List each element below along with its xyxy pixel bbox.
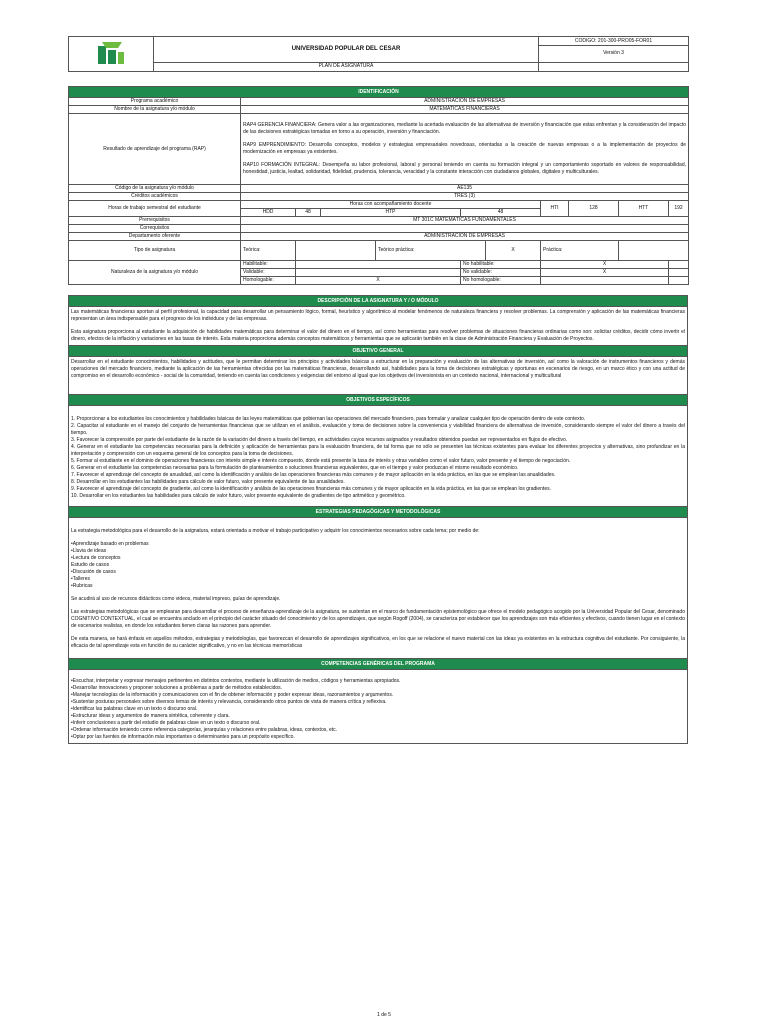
hti-label: HTI [541, 201, 569, 217]
description-text [69, 307, 688, 346]
habilitable-label: Habilitable: [241, 261, 296, 269]
section-objetivo-general: OBJETIVO GENERAL [69, 346, 688, 357]
empty-cell [539, 62, 689, 71]
empty-cell [669, 269, 689, 277]
no-homologable-value [541, 277, 669, 285]
validable-value [296, 269, 461, 277]
paragraph: Las estrategias metodológicas que se emplearan para desarrollar el proceso de enseñanza-aprendizaje de la asignatura, se sustentan en el marco de fundamentación epistemológico que ofrece el modelo pedagógico acogido por la Universidad Popular del Cesar, denominado COGNITIVO CONTEXTUAL, el cual se encuentra anclado en el principio del carácter situado del conocimiento y de los aprendizajes, que según Rogoff (2004), se caracteriza por establecer que los aprendizajes son más eficientes y efectivos, cuando tienen lugar en el contexto de escenarios realistas, en donde los estudiantes tienen claras las razones para aprender. [71, 609, 685, 629]
rap-item: RAP9 EMPRENDIMIENTO: Desarrolla conceptos, modelos y estrategias empresariales novedosas, orientadas a la creación de nuevas empresas o a la implementación de proyectos de modernización en empresas ya existentes. [243, 142, 687, 155]
nombre-value: MATEMATICAS FINANCIERAS [241, 106, 689, 114]
rap-item: RAP4 GERENCIA FINANCIERA: Genera valor a las organizaciones, mediante la acertada evaluación de las alternativas de inversión y financiación que estas enfrentan y la consideración del impacto de las decisiones estratégicas tomadas en torno a su operación, inversión y financiación. [243, 122, 687, 135]
practica-value [619, 241, 689, 261]
no-validable-mark: X [541, 269, 669, 277]
list-item: •Talleres [71, 576, 90, 582]
list-item: 6. Generar en el estudiante las competencias necesarias para la formulación de planteamientos o soluciones financieras equivalentes, que en el tiempo y valor produzcan el mismo resultado económico. [71, 465, 519, 471]
document-type: PLAN DE ASIGNATURA [154, 62, 539, 71]
list-item: •Aprendizaje basado en problemas [71, 541, 149, 547]
validable-label: Validable: [241, 269, 296, 277]
list-item: 10. Desarrollar en los estudiantes las habilidades para cálculo de valor futuro, valor presente equivalente de gradientes de tipo aritmético y geométrico. [71, 493, 406, 499]
description-section [68, 295, 688, 744]
hti-value: 128 [569, 201, 619, 217]
list-item: 2. Capacitar al estudiante en el manejo del conjunto de herramientas financieras que se utilizan en el análisis, evaluación y toma de decisiones sobre la conveniencia y viabilidad financiera de alternativas de inversión, considerando siempre el valor del dinero a través del tiempo. [71, 423, 685, 436]
list-item: 8. Desarrollar en los estudiantes las habilidades para cálculo de valor futuro, valor presente equivalente de las anualidades. [71, 479, 345, 485]
rap-label: Resultado de aprendizaje del programa (RAP) [69, 114, 241, 185]
list-item: 5. Formar al estudiante en el dominio de operaciones financieras con interés simple e interés compuesto, donde está presente la tasa de interés y otras variables como el valor futuro, valor presente y el tiempo de negociación. [71, 458, 571, 464]
list-item: 7. Favorecer el aprendizaje del concepto de anualidad, así como la identificación y análisis de las operaciones financieras más comunes y de mayor aplicación en la vida práctica, en las que se emplean las anualidades. [71, 472, 556, 478]
codigo-label: Código de la asignatura y/o módulo [69, 185, 241, 193]
programa-label: Programa académico [69, 98, 241, 106]
homologable-label: Homologable: [241, 277, 296, 285]
paragraph: La estrategia metodológica para el desarrollo de la asignatura, estará orientada a motivar el trabajo participativo y adquirir los conocimientos necesarios sobre cada tema; por medio de: [71, 528, 480, 534]
practica-label: Práctica: [541, 241, 619, 261]
empty-cell [669, 277, 689, 285]
list-item: •Optar por las fuentes de información más importantes o determinantes para un propósito específico. [71, 734, 295, 740]
no-habilitable-mark: X [541, 261, 669, 269]
list-item: 1. Proporcionar a los estudiantes los conocimientos y habilidades básicas de las leyes matemáticas que gobiernan las operaciones del mercado financiero, para formular y analizar cualquier tipo de operación dentro de este contexto. [71, 416, 586, 422]
horas-label: Horas de trabajo semestral del estudiante [69, 201, 241, 217]
list-item: •Inferir conclusiones a partir del estudio de palabras clave en un texto o discurso oral. [71, 720, 261, 726]
horas-acompanamiento-label: Horas con acompañamiento docente [241, 201, 541, 209]
no-habilitable-label: No habilitable: [461, 261, 541, 269]
list-item: •Estructurar ideas y argumentos de manera sintética, coherente y clara. [71, 713, 230, 719]
list-item: •Ordenar información teniendo como referencia categorías, jerarquías y relaciones entre palabras, ideas, contextos, etc. [71, 727, 338, 733]
list-item: 4. Generar en el estudiante las competencias necesarias para la definición y aplicación de herramientas para la evaluación financiera, de tal forma que no sólo se presenten las técnicas existentes para evaluar los diferentes proyectos y alternativas, sino profundizar en la interpretación y comprensión con un esquema general de los conceptos para la toma de decisiones. [71, 444, 685, 457]
paragraph: De esta manera, se hará énfasis en aquellos métodos, estrategias y metodologías, que favorezcan el desarrollo de aprendizajes significativos, en los que se relacione el nuevo material con las ideas ya existentes en la estructura cognitiva del estudiante. Por consiguiente, la eficacia de tal aprendizaje esta en función de su carácter significativo, y no en las técnicas memorísticas [71, 636, 685, 649]
document-page [68, 36, 688, 744]
htt-value: 192 [669, 201, 689, 217]
departamento-label: Departamento oferente [69, 233, 241, 241]
no-homologable-label: No homologable: [461, 277, 541, 285]
teorico-practica-label: Teórico práctica: [376, 241, 486, 261]
section-estrategias: ESTRATEGIAS PEDAGÓGICAS Y METODOLÓGICAS [69, 507, 688, 518]
correquisitos-label: Correquisitos [69, 225, 241, 233]
teorico-practica-mark: X [486, 241, 541, 261]
htt-label: HTT [619, 201, 669, 217]
objetivo-general-text: Desarrollar en el estudiante conocimientos, habilidades y actitudes, que le permitan determinar los principios y actividades básicas a estructurar en la preparación y evaluación de las alternativas de inversión, así como la valoración de instrumentos financieros y demás operaciones del mercado financiero, mediante la aplicación de las herramientas ofrecidas por las matemáticas financieras, desarrollando así, habilidades para la toma de decisiones estratégicas y oportunas en escenarios de riesgo, en un marco ético y con una actitud de compromiso en el desarrollo económico - social de la comunidad, teniendo en cuenta las condiciones y exigencias del entorno al igual que los objetivos del inversionista en un contexto nacional, internacional y multicultural [69, 357, 688, 395]
list-item: Estudio de casos [71, 562, 110, 568]
tipo-label: Tipo de asignatura [69, 241, 241, 261]
paragraph: Las matemáticas financieras aportan al perfil profesional, la capacidad para desarrollar un pensamiento lógico, formal, heurístico y algorítmico al modelar fenómenos de naturaleza financiera y resolver problemas. La comprensión y aplicación de las matemáticas financieras representan un área indispensable para el progreso de los individuos y de las empresas. [71, 309, 685, 322]
rap-content [241, 114, 689, 185]
teorica-value [296, 241, 376, 261]
prerrequisitos-value: MT 301C MATEMÁTICAS FUNDAMENTALES [241, 217, 689, 225]
programa-value: ADMINISTRACIÓN DE EMPRESAS [241, 98, 689, 106]
creditos-value: TRES (3) [241, 193, 689, 201]
list-item: •Lluvia de ideas [71, 548, 107, 554]
list-item: •Escuchar, interpretar y expresar mensajes pertinentes en distintos contextos, mediante la utilización de medios, códigos y herramientas apropiados. [71, 678, 401, 684]
htp-label: HTP [321, 209, 461, 217]
paragraph: Esta asignatura proporciona al estudiante la adquisición de habilidades matemáticas para determinar el valor del dinero en el tiempo, así como herramientas para resolver problemas de situaciones financieras ordinarias como son: solicitar créditos, decidir cómo invertir el dinero, efectos de la inflación y variaciones en las tasas de interés. Esta materia proporciona además conceptos matemáticos y herramientas que se aplicarán también en la clase de Administración Financiera y Evaluación de Proyectos. [71, 329, 685, 342]
list-item: •Sustentar posturas personales sobre diversos temas de interés y relevancia, considerando otros puntos de vista de manera crítica y reflexiva. [71, 699, 387, 705]
section-competencias: COMPETENCIAS GENÉRICAS DEL PROGRAMA [69, 659, 688, 670]
nombre-label: Nombre de la asignatura y/o módulo [69, 106, 241, 114]
logo-cell [69, 37, 154, 72]
estrategias-text [69, 518, 688, 659]
document-version: Versión 3 [539, 46, 689, 62]
document-header [68, 36, 689, 72]
correquisitos-value [241, 225, 689, 233]
list-item: •Desarrollar innovaciones y proponer soluciones a problemas a partir de métodos establecidos. [71, 685, 283, 691]
creditos-label: Créditos académicos [69, 193, 241, 201]
htp-value: 48 [461, 209, 541, 217]
identification-table [68, 86, 689, 285]
rap-item: RAP10 FORMACIÓN INTEGRAL: Desempeña su labor profesional, laboral y personal teniendo en cuenta su formación integral y un comportamiento soportado en valores de responsabilidad, honestidad, justicia, lealtad, solidaridad, fidelidad, prudencia, tolerancia, veracidad y la constante interacción con ciudadanos globales, digitales y multiculturales. [243, 162, 687, 175]
list-item: •Manejar tecnologías de la información y comunicaciones con el fin de obtener información y poder expresar ideas, razonamientos y argumentos. [71, 692, 394, 698]
teorica-label: Teórica: [241, 241, 296, 261]
no-validable-label: No validable: [461, 269, 541, 277]
habilitable-value [296, 261, 461, 269]
section-descripcion: DESCRIPCIÓN DE LA ASIGNATURA Y / O MÓDULO [69, 296, 688, 307]
objetivos-especificos-list [69, 406, 688, 507]
document-code: CODIGO: 201-300-PRO05-FOR01 [539, 37, 689, 46]
homologable-mark: X [296, 277, 461, 285]
section-identificacion: IDENTIFICACIÓN [69, 87, 689, 98]
page-number: 1 de 5 [377, 1012, 391, 1018]
prerrequisitos-label: Prerrequisitos [69, 217, 241, 225]
list-item: 3. Favorecer la comprensión por parte del estudiante de la razón de la variación del dinero a través del tiempo, en actividades cuyos recursos asignados y resultados obtenidos puedan ser representados en flujos de efectivo. [71, 437, 568, 443]
hdd-label: HDD [241, 209, 296, 217]
paragraph: Se acudirá al uso de recursos didácticos como videos, material impreso, guías de aprendizaje. [71, 596, 281, 602]
list-item: •Identificar las palabras clave en un texto o discurso oral. [71, 706, 198, 712]
section-objetivos-especificos: OBJETIVOS ESPECÍFICOS [69, 395, 688, 406]
naturaleza-label: Naturaleza de la asignatura y/o módulo [69, 261, 241, 285]
list-item: 9. Favorecer el aprendizaje del concepto de gradiente, así como la identificación y análisis de las operaciones financieras más comunes y de mayor aplicación en la vida práctica, en las que se emplean los gradientes. [71, 486, 551, 492]
list-item: •Discusión de casos [71, 569, 116, 575]
university-name: UNIVERSIDAD POPULAR DEL CESAR [154, 37, 539, 63]
list-item: •Lectura de conceptos [71, 555, 121, 561]
departamento-value: ADMINISTRACIÓN DE EMPRESAS [241, 233, 689, 241]
codigo-value: AE135 [241, 185, 689, 193]
university-logo-icon [96, 40, 126, 68]
hdd-value: 48 [296, 209, 321, 217]
empty-cell [669, 261, 689, 269]
list-item: •Rubricas [71, 583, 93, 589]
competencias-list [69, 670, 688, 744]
